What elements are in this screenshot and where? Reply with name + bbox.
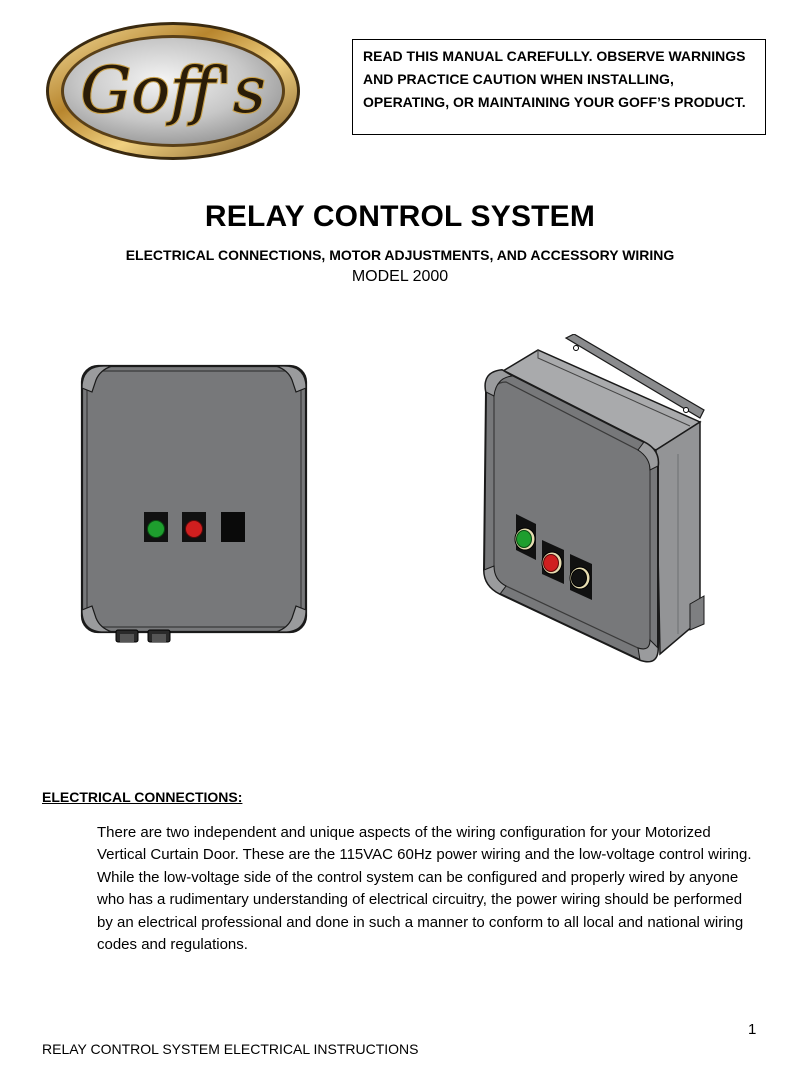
enclosure-front-view bbox=[78, 362, 310, 648]
footer-text: RELAY CONTROL SYSTEM ELECTRICAL INSTRUCTIONS bbox=[42, 1041, 419, 1057]
model-number: MODEL 2000 bbox=[351, 268, 449, 285]
enclosure-isometric-view bbox=[478, 334, 708, 670]
red-button bbox=[182, 512, 206, 542]
document-title: RELAY CONTROL SYSTEM bbox=[204, 200, 596, 233]
svg-text:Goff's: Goff's bbox=[80, 54, 266, 128]
green-button bbox=[144, 512, 168, 542]
document-subtitle: ELECTRICAL CONNECTIONS, MOTOR ADJUSTMENTS, AND ACCESSORY WIRING bbox=[125, 247, 675, 263]
warning-notice: READ THIS MANUAL CAREFULLY. OBSERVE WARNINGS AND PRACTICE CAUTION WHEN INSTALLING, OPERATING, OR MAINTAINING YOUR GOFF’S PRODUCT. bbox=[352, 39, 766, 135]
black-button bbox=[221, 512, 245, 542]
goffs-logo bbox=[44, 20, 302, 162]
section-heading: ELECTRICAL CONNECTIONS: bbox=[42, 789, 243, 805]
page-number: 1 bbox=[748, 1021, 757, 1038]
section-body: There are two independent and unique aspects of the wiring configuration for your Motorized Vertical Curtain Door. These are the 115VAC 60Hz power wiring and the low-voltage control wiring. While the low-voltage side of the control system can be configured and properly wired by anyone who has a rudimentary understanding of electrical circuitry, the power wiring should be performed by an electrical professional and done in such a manner to conform to all local and national wiring codes and regulations. bbox=[97, 824, 752, 954]
